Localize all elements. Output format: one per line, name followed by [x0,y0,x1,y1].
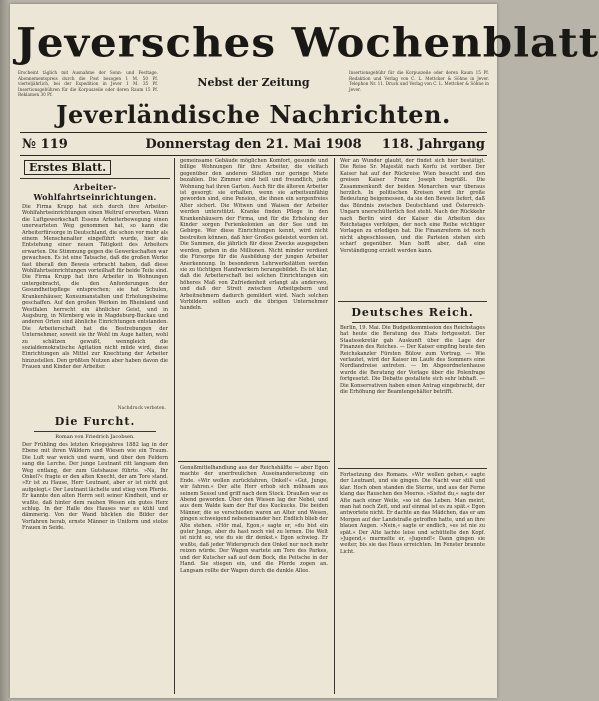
feuilleton-heading: Die Furcht. [54,415,136,428]
nebst-der-zeitung: Nebst der Zeitung [197,76,310,89]
feuilleton-continued: Genußmittelhandlung aus der Reichshälfte — aber Egon machte der unerfreulichen Auseinandersetzung ein Ende. »Wir wollen zurückfahren, Onkel!« »Gut, Junge, wir fahren.« Der alte Herr erhob sich mühsam aus seinem Sessel und griff nach dem Stock. Draußen war es Abend geworden. Über den Wiesen lag der Nebel, und aus dem Walde kam der Ruf des Kuckucks. Die beiden Männer, die so verschieden waren an Alter und Wesen, gingen schweigend nebeneinander her. Endlich blieb der Alte stehen. »Hör mal, Egon,« sagte er, »du bist ein guter Junge, aber du hast noch viel zu lernen. Die Welt ist nicht so, wie du sie dir denkst.« Egon schwieg. Er wußte, daß jeder Widerspruch den Onkel nur noch mehr reizen würde. Der Wagen wartete am Tore des Parkes, und der Kutscher saß auf dem Bock, die Peitsche in der Hand. Sie stiegen ein, und die Pferde zogen an. Langsam rollte der Wagen durch die dunkle Allee. [180,465,328,574]
rule-bottom [20,155,487,156]
article-heading-wohlfahrt: Arbeiter-Wohlfahrtseinrichtungen. [33,182,157,202]
column-3 [338,158,487,694]
issue-date: Donnerstag den 21. Mai 1908 [145,137,362,152]
column-2 [178,158,330,694]
news-body-top: Wer an Wunder glaubt, der findet sich hier bestätigt. Die Reise Sr. Majestät nach Korfu ist vorüber. Der Kaiser hat auf der Rückreise Wien besucht und den greisen Kaiser Franz Joseph begrüßt. Die Zusammenkunft der beiden Monarchen war überaus herzlich. In politischen Kreisen wird ihr große Bedeutung beigemessen, da sie den Beweis liefert, daß das Bündnis zwischen Deutschland und Österreich-Ungarn unerschütterlich fest steht. Nach der Rückkehr nach Berlin wird der Kaiser die Arbeiten des Reichstages verfolgen, der noch eine Reihe wichtiger Vorlagen zu erledigen hat. Die Finanzreform ist noch nicht abgeschlossen, und die Parteien stehen sich scharf gegenüber. Man hofft aber, daß eine Verständigung erzielt werden kann. [340,158,485,254]
publication-note-right: Insertionsgebühr für die Korpuszeile oder deren Raum 15 Pf. Redaktion und Verlag von C. L. Mettcker & Söhne in Jever. Telephon Nr. 11. Druck und Verlag von C. L. Mettcker & Söhne in Jever. [349,70,489,92]
divider [178,461,330,462]
issue-year: 118. Jahrgang [381,137,485,152]
divider [338,468,487,469]
rule-top [20,132,487,133]
divider [352,322,473,323]
newspaper-page [10,4,599,698]
column-divider-1 [174,158,175,694]
issue-number: № 119 [22,137,68,152]
feuilleton-note: Nachdruck verboten. [117,406,166,411]
article-body-continued: gemeinsame Gebäude möglichen Komfort, gesunde und billige Wohnungen für ihre Arbeiter, die vielfach gegenüber den anderen Städten nur geringe Miete bezahlen. Die Zimmer sind hell und freundlich, jede Wohnung hat ihren Garten. Auch für die älteren Arbeiter ist gesorgt: sie erhalten, wenn sie arbeitsunfähig geworden sind, eine Pension, die ihnen ein sorgenfreies Alter sichert. Die Witwen und Waisen der Arbeiter werden unterstützt. Kranke finden Pflege in den Krankenhäusern der Firma, und für die Erholung der Kinder sorgen Ferienkolonien an der See und im Gebirge. Wer diese Einrichtungen kennt, wird nicht bestreiten können, daß hier Großes geleistet worden ist. Die Summen, die jährlich für diese Zwecke ausgegeben werden, gehen in die Millionen. Nicht minder verdient die Fürsorge für die Ausbildung der jungen Arbeiter Anerkennung. In besonderen Lehrwerkstätten werden sie zu tüchtigen Handwerkern herangebildet. Es ist klar, daß die Arbeiterschaft bei solchen Einrichtungen ein höheres Maß von Zufriedenheit erlangt als anderswo, und daß der Streit zwischen Arbeitgebern und Arbeitnehmern dadurch gemildert wird. Nach solchen Vorbildern sollten auch die übrigen Unternehmer handeln. [180,158,328,312]
masthead-subrow [18,70,489,98]
divider [338,301,487,302]
publication-note-left: Erscheint täglich mit Ausnahme der Sonn- und Festtage. Abonnementspreis durch die Post bezogen 1 M. 50 Pf. vierteljährlich, bei der Expedition in Jever 1 M. 35 Pf. Insertionsgebühren für die Korpuszeile oder deren Raum 15 Pf. Reklamen 30 Pf. [18,70,158,98]
columns [20,158,487,694]
masthead-title: Jeversches Wochenblatt [16,19,599,66]
dateline [20,135,487,155]
feuilleton-continued-2: Fortsetzung des Romans. »Wir wollen gehen,« sagte der Leutnant, und sie gingen. Die Nacht war still und klar. Hoch oben standen die Sterne, und aus der Ferne klang das Rauschen des Meeres. »Siehst du,« sagte der Alte nach einer Weile, »so ist das Leben. Man meint, man hat noch Zeit, und auf einmal ist es zu spät.« Egon antwortete nicht. Er dachte an das Mädchen, das er am Morgen auf der Landstraße getroffen hatte, und an ihre blauen Augen. »Nein,« sagte er endlich, »es ist nie zu spät.« Der Alte lachte leise und schüttelte den Kopf. »Jugend,« murmelte er, »Jugend!« Dann gingen sie weiter, bis sie das Haus erreichten. Im Fenster brannte Licht. [340,472,485,555]
subtitle: Jeverländische Nachrichten. [56,100,451,129]
column-1 [20,158,170,694]
article-body-wohlfahrt: Die Firma Krupp hat sich durch ihre Arbeiter-Wohlfahrtseinrichtungen einen Weltruf erworben. Wenn die Luftgewerkschaft Essens Arbeiterbewegung einen unerwarteten Weg genommen hat, so kann die Arbeiterfürsorge in Deutschland, die schon vor mehr als einem Menschenalter eingeführt wurde, hier die Entstehung einer neuen Tätigkeit des Arbeiters erwarten. Die Stimmung gegen die Gewerkschaften war gewachsen. Es ist eine Tatsache, daß die großen Werke fast überall den Beweis erbracht haben, daß diese Wohlfahrtseinrichtungen vorteilhaft für beide Teile sind. Die Firma Krupp hat ihre Arbeiter in Wohnungen untergebracht, die den Anforderungen der Gesundheitspflege entsprechen; sie hat Schulen, Krankenhäuser, Konsumanstalten und Erholungsheime geschaffen. Auf den großen Werken im Rheinland und Westfalen herrscht ein ähnlicher Geist, und in Augsburg, in Nürnberg wie in Magdeburg-Buckau und anderen Orten sind ähnliche Einrichtungen entstanden. Die Arbeiterschaft hat die Bestrebungen der Unternehmer, soweit sie ihr Wohl im Auge hatten, wohl zu schätzen gewußt, wenngleich die sozialdemokratische Agitation nicht müde wird, diese Einrichtungen als Mittel zur Knechtung der Arbeiter hinzustellen. Den größten Nutzen aber haben davon die Frauen und Kinder der Arbeiter. [22,204,168,371]
feuilleton-byline: Roman von Friedrich Jacobsen. [55,434,135,440]
feuilleton-body: Der Frühling des letzten Kriegsjahres 1882 lag in der Ebene mit ihren Wäldern und Wiesen wie ein Traum. Die Luft war weich und warm, und über den Feldern sang die Lerche. Der junge Leutnant ritt langsam den Weg entlang, der zum Gutshause führte. »Na, Ihr Onkel?« fragte er den alten Knecht, der am Tore stand. »Er ist zu Hause, Herr Leutnant, aber er ist nicht gut aufgelegt.« Der Leutnant lächelte und stieg vom Pferde. Er kannte den alten Herrn seit seiner Kindheit, und er wußte, daß hinter dem rauhen Wesen ein gutes Herz schlug. In der Halle des Hauses war es kühl und dämmerig. Von der Wand blickten die Bilder der Vorfahren herab, ernste Männer in Uniform und stolze Frauen in Seide. [22,442,168,532]
section-deutsches-reich: Deutsches Reich. [351,306,474,319]
section-erstes-blatt: Erstes Blatt. [24,160,170,175]
binding-edge [0,0,10,701]
column-divider-2 [334,158,335,694]
divider [34,431,156,432]
news-body-reich: Berlin, 19. Mai. Die Budgetkommission des Reichstages hat heute die Beratung des Etats fortgesetzt. Der Staatssekretär gab Auskunft über die Lage der Finanzen des Reiches. — Der Kaiser empfing heute den Reichskanzler Fürsten Bülow zum Vortrag. — Wie verlautet, wird der Kaiser im Laufe des Sommers eine Nordlandreise antreten. — Im Abgeordnetenhause wurde die Beratung der Vorlage über die Polenfrage fortgesetzt. Die Debatte gestaltete sich sehr lebhaft. — Die Konservativen haben einen Antrag eingebracht, der die Erhöhung der Beamtengehälter betrifft. [340,325,485,396]
divider [20,178,170,179]
